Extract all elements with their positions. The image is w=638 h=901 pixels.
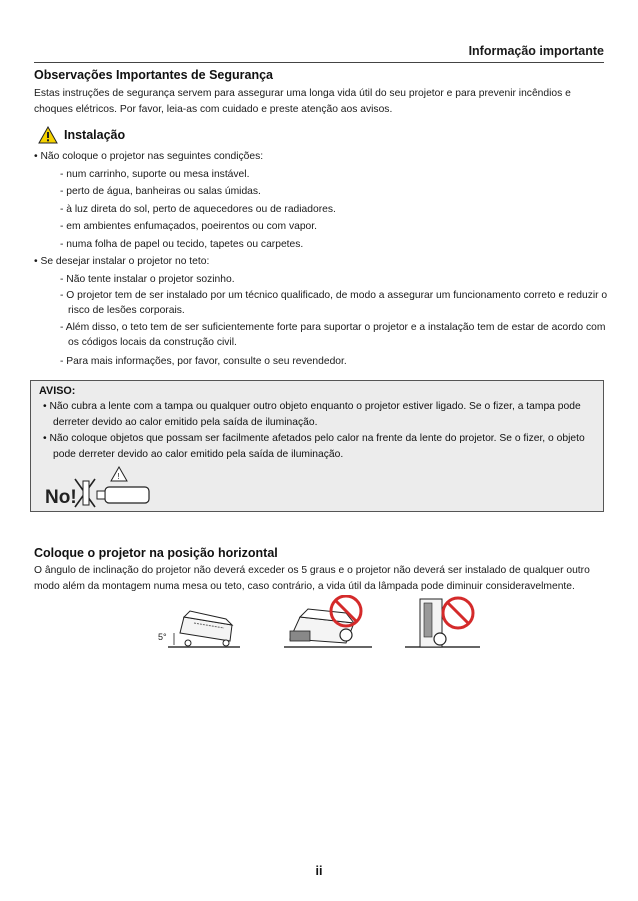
list-item: - num carrinho, suporte ou mesa instável. — [60, 168, 250, 180]
installation-heading — [38, 126, 125, 144]
safety-intro: Estas instruções de segurança servem para assegurar uma longa vida útil do seu projetor e para prevenir incêndios e choques elétricos. Por favor, leia-as com cuidado e preste atenção aos avisos. — [34, 88, 571, 115]
placement-illustrations — [150, 595, 490, 655]
list-item: - O projetor tem de ser instalado por um técnico qualificado, de modo a assegurar um funcionamento correto e reduzir o risco de lesões corporais. — [60, 290, 608, 316]
page-number: ii — [315, 864, 323, 878]
list-item: - numa folha de papel ou tecido, tapetes ou carpetes. — [60, 238, 304, 250]
vertical-projector-figure — [405, 598, 480, 647]
list-item: • Se desejar instalar o projetor no teto: — [34, 256, 210, 267]
warning-item: • Não cubra a lente com a tampa ou qualquer outro objeto enquanto o projetor estiver ligado. Se o fizer, a tampa pode derreter devido ao calor emitido pela saída de iluminação. — [43, 401, 581, 428]
warning-title: AVISO: — [39, 385, 76, 397]
horizontal-title: Coloque o projetor na posição horizontal — [34, 546, 278, 560]
list-item: • Não coloque o projetor nas seguintes condições: — [34, 151, 264, 162]
list-item: - Além disso, o teto tem de ser suficientemente forte para suportar o projetor e a instalação tem de estar de acordo com os códigos locais da construção civil. — [60, 322, 606, 348]
tilted-projector-figure — [158, 611, 240, 647]
steep-projector-figure — [284, 596, 372, 647]
svg-text:!: ! — [117, 472, 120, 481]
list-item: - Não tente instalar o projetor sozinho. — [60, 273, 235, 285]
list-item: - em ambientes enfumaçados, poeirentos ou com vapor. — [60, 221, 317, 232]
angle-label: 5° — [158, 632, 167, 642]
warning-item: • Não coloque objetos que possam ser facilmente afetados pelo calor na frente da lente do projetor. Se o fizer, o objeto pode derreter devido ao calor emitido pela saída de iluminação. — [43, 433, 585, 460]
no-label: No! — [45, 487, 77, 508]
page-header: Informação importante — [468, 44, 604, 58]
no-lens-cover-illustration — [43, 465, 153, 509]
warning-box — [30, 380, 604, 512]
list-item: - à luz direta do sol, perto de aquecedores ou de radiadores. — [60, 203, 336, 215]
horizontal-text: O ângulo de inclinação do projetor não deverá exceder os 5 graus e o projetor não deverá ser instalado de qualquer outro modo além da montagem numa mesa ou teto, caso contrário, a vida útil da lâmpada pode diminuir consideravelmente. — [34, 565, 590, 592]
warning-triangle-icon — [38, 126, 58, 144]
list-item: - perto de água, banheiras ou salas úmidas. — [60, 186, 261, 197]
list-item: - Para mais informações, por favor, consulte o seu revendedor. — [60, 356, 347, 367]
header-rule — [34, 62, 604, 63]
installation-list — [34, 148, 608, 371]
safety-title: Observações Importantes de Segurança — [34, 68, 273, 82]
installation-heading-text: Instalação — [64, 128, 126, 142]
